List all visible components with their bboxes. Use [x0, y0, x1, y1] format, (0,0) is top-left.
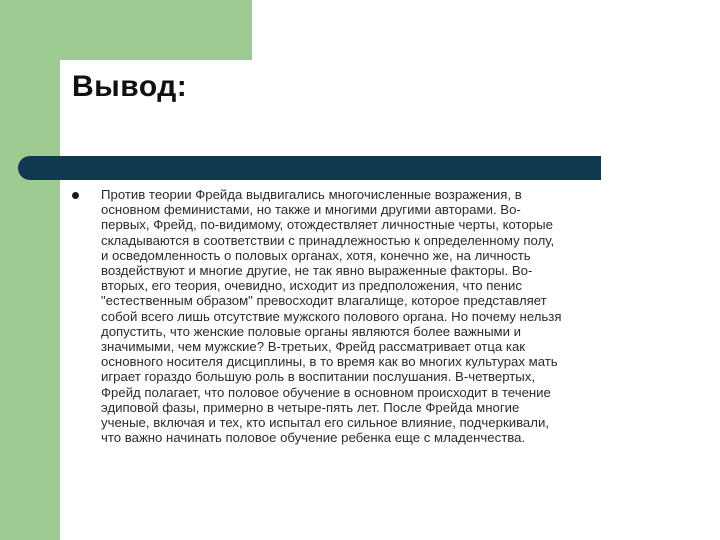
decorative-green-left-bar: [0, 0, 60, 540]
body-line: первых, Фрейд, по-видимому, отождествляет личностные черты, которые: [101, 217, 553, 233]
body-line: основного носителя дисциплины, в то время как во многих культурах мать: [101, 354, 558, 370]
body-line: складываются в соответствии с принадлежностью к определенному полу,: [101, 232, 555, 248]
body-line: собой всего лишь отсутствие мужского полового органа. Но почему нельзя: [101, 308, 562, 324]
bullet-icon: [72, 192, 79, 199]
body-line: значимыми, чем мужские? В-третьих, Фрейд рассматривает отца как: [101, 339, 526, 355]
body-line: и осведомленность о половых органах, хотя, конечно же, на личность: [101, 247, 531, 263]
slide-body-text: [101, 187, 666, 445]
body-line: допустить, что женские половые органы являются более важными и: [101, 323, 522, 339]
title-divider-bar: [18, 156, 601, 180]
body-line: Против теории Фрейда выдвигались многочисленные возражения, в: [101, 187, 522, 202]
body-line: "естественным образом" превосходит влагалище, которое представляет: [101, 293, 547, 309]
slide-title: Вывод:: [72, 70, 188, 103]
body-line: основном феминистами, но также и многими другими авторами. Во-: [101, 202, 521, 218]
body-line: эдиповой фазы, примерно в четыре-пять лет. После Фрейда многие: [101, 399, 520, 415]
body-line: воздействуют и многие другие, не так явно выраженные факторы. Во-: [101, 263, 533, 279]
body-line: ученые, включая и тех, кто испытал его сильное влияние, подчеркивали,: [101, 415, 549, 431]
body-line: что важно начинать половое обучение ребенка еще с младенчества.: [101, 430, 526, 446]
body-line: вторых, его теория, очевидно, исходит из предположения, что пенис: [101, 278, 522, 294]
body-line: Фрейд полагает, что половое обучение в основном происходит в течение: [101, 384, 551, 400]
body-line: играет гораздо большую роль в воспитании послушания. В-четвертых,: [101, 369, 536, 385]
